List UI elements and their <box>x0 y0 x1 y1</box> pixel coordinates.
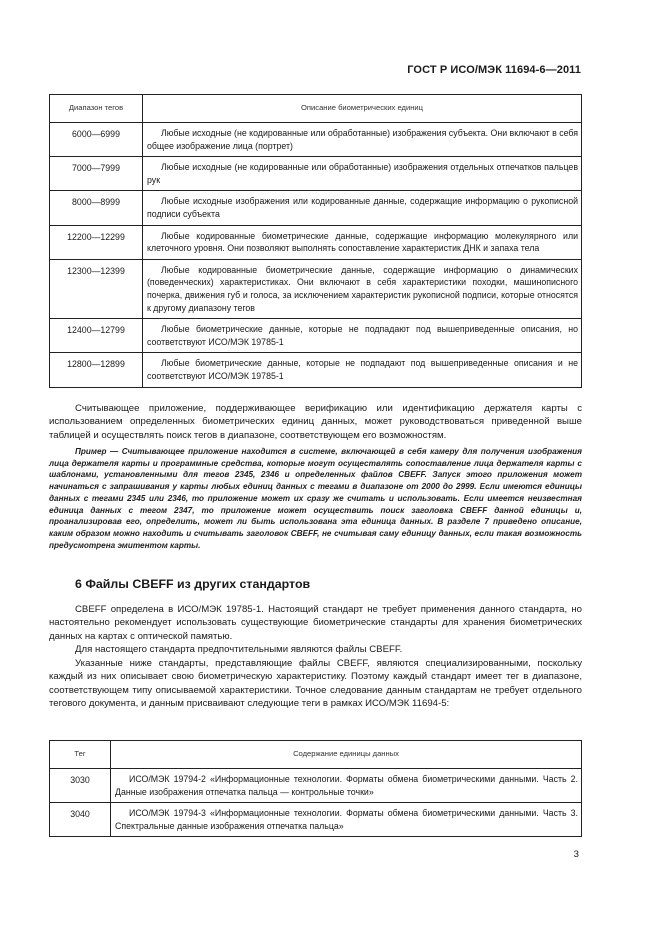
example-note <box>49 446 582 551</box>
description-text: Любые исходные изображения или кодированные данные, содержащие информацию о рукописной подписи субъекта <box>147 196 578 219</box>
description-text: Любые кодированные биометрические данные, содержащие информацию молекулярного или клеточного уровня. Они позволяют выполнять сопоставление характеристик ДНК и запаха тела <box>147 230 578 254</box>
table-row <box>50 769 582 803</box>
description-cell <box>143 225 582 259</box>
tag-range-cell: 12200—12299 <box>50 225 143 259</box>
column-header-range: Диапазон тегов <box>50 95 143 123</box>
table-row <box>50 123 582 157</box>
table-row <box>50 225 582 259</box>
description-cell <box>143 157 582 191</box>
description-cell <box>143 191 582 225</box>
table-header-row <box>50 741 582 769</box>
cbeff-tags-table <box>49 740 582 837</box>
paragraph-text: CBEFF определена в ИСО/МЭК 19785-1. Настоящий стандарт не требует применения данного стандарта, но настоятельно рекомендует использовать существующие биометрические стандарты для хранения биометрических данных на картах с оптической памятью. <box>49 604 582 642</box>
tag-range-cell: 6000—6999 <box>50 123 143 157</box>
column-header-description: Описание биометрических единиц <box>143 95 582 123</box>
column-header-tag: Тег <box>50 741 111 769</box>
section-heading: 6 Файлы CBEFF из других стандартов <box>75 577 311 591</box>
body-paragraph <box>49 643 582 656</box>
column-header-content: Содержание единицы данных <box>111 741 582 769</box>
description-text: Любые биометрические данные, которые не подпадают под вышеприведенные описания, но соответствуют ИСО/МЭК 19785-1 <box>147 324 578 347</box>
table-header-row <box>50 95 582 123</box>
tag-cell: 3030 <box>50 769 111 803</box>
table-row <box>50 157 582 191</box>
description-cell <box>143 259 582 318</box>
description-cell <box>143 353 582 387</box>
table-row <box>50 191 582 225</box>
tag-range-cell: 7000—7999 <box>50 157 143 191</box>
tag-range-cell: 12400—12799 <box>50 319 143 353</box>
content-cell <box>111 803 582 837</box>
tag-cell: 3040 <box>50 803 111 837</box>
page-number: 3 <box>573 849 579 860</box>
table-row <box>50 353 582 387</box>
body-paragraph <box>49 657 582 711</box>
table-row <box>50 259 582 318</box>
paragraph-text: Для настоящего стандарта предпочтительными являются файлы CBEFF. <box>75 644 403 655</box>
tag-range-cell: 12800—12899 <box>50 353 143 387</box>
document-header: ГОСТ Р ИСО/МЭК 11694-6—2011 <box>407 64 581 76</box>
body-paragraph <box>49 402 582 442</box>
content-text: ИСО/МЭК 19794-2 «Информационные технологии. Форматы обмена биометрическими данными. Часть 2. Данные изображения отпечатка пальца — контрольные точки» <box>115 774 578 797</box>
tag-range-cell: 8000—8999 <box>50 191 143 225</box>
table-row <box>50 319 582 353</box>
example-text: Пример — Считывающее приложение находится в системе, включающей в себя камеру для получения изображения лица держателя карты и программные средства, которые могут осуществлять сопоставление лица держателя карты с шаблонами, установленными для тегов 2345, 2346 и определенных файлов CBEFF. Запуск этого приложения может начинаться с запрашивания у карты любых единиц данных с тегами в диапазоне от 2000 до 2999. Если имеются единицы данных с тегами 2345 или 2346, то приложение может их сразу же считать и использовать. Если имеется неизвестная единица данных с тегом 2347, то приложение может осуществить поиск заголовка CBEFF данной единицы и, проанализировав его, определить, может ли быть использована эта единица данных. В разделе 7 приведено описание, каким образом можно находить и считывать заголовок CBEFF, не считывая саму единицу данных, если такая возможность предусмотрена эмитентом карты. <box>49 447 582 550</box>
description-text: Любые кодированные биометрические данные, содержащие информацию о динамических (поведенческих) характеристиках. Они включают в себя характеристики походки, машинописного почерка, движения губ и голоса, за исключением характеристик рукописной подписи, которые относятся к другому диапазону тегов <box>147 264 578 313</box>
paragraph-text: Считывающее приложение, поддерживающее верификацию или идентификацию держателя карты с использованием определенных биометрических единиц данных, может руководствоваться приведенной выше таблицей и осуществлять поиск тегов в диапазоне, соответствующем его возможностям. <box>49 403 582 441</box>
content-text: ИСО/МЭК 19794-3 «Информационные технологии. Форматы обмена биометрическими данными. Часть 3. Спектральные данные изображения отпечатка пальца» <box>115 808 578 831</box>
description-text: Любые исходные (не кодированные или обработанные) изображения отдельных отпечатков пальцев рук <box>147 162 578 185</box>
table-row <box>50 803 582 837</box>
description-cell <box>143 319 582 353</box>
tag-range-cell: 12300—12399 <box>50 259 143 318</box>
description-text: Любые биометрические данные, которые не подпадают под вышеприведенные описания и не соответствуют ИСО/МЭК 19785-1 <box>147 358 578 381</box>
description-text: Любые исходные (не кодированные или обработанные) изображения субъекта. Они включают в себя общее изображение лица (портрет) <box>147 128 578 151</box>
content-cell <box>111 769 582 803</box>
description-cell <box>143 123 582 157</box>
paragraph-text: Указанные ниже стандарты, представляющие файлы CBEFF, являются специализированными, поскольку каждый из них описывает свою биометрическую характеристику. Поэтому каждый стандарт имеет тег в диапазоне, соответствующем типу описываемой характеристики. Точное следование данным стандартам не требует отдельного тегового документа, и данным присваивают следующие теги в рамках ИСО/МЭК 11694-5: <box>49 658 582 710</box>
tag-ranges-table <box>49 94 582 388</box>
body-paragraph <box>49 603 582 643</box>
